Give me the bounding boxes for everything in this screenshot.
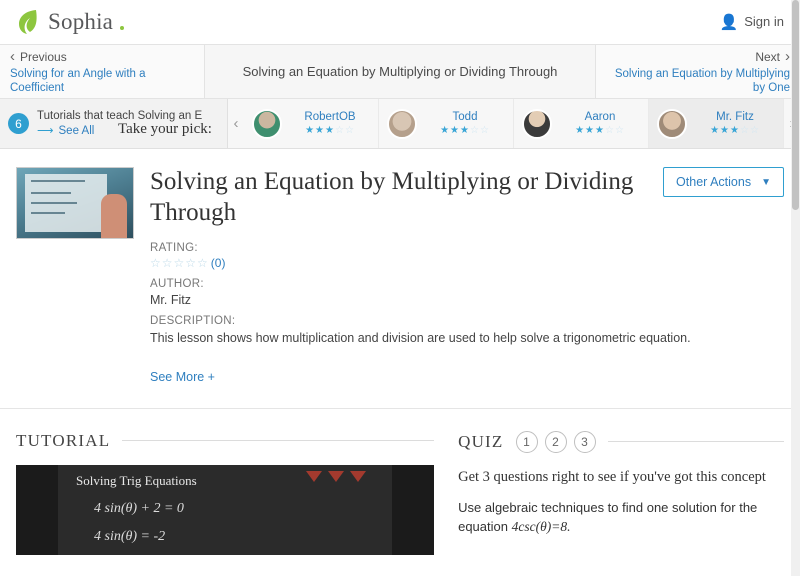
quiz-section-title: QUIZ xyxy=(458,431,504,451)
sign-in-label: Sign in xyxy=(744,14,784,29)
sign-in-button[interactable] xyxy=(720,13,784,31)
tutorial-video-player[interactable] xyxy=(16,465,434,555)
video-equation-2: 4 sin(θ) = -2 xyxy=(94,528,166,544)
current-lesson-title: Solving an Equation by Multiplying or Dividing Through xyxy=(242,64,558,79)
avatar xyxy=(657,109,687,139)
thumbnail-scribble xyxy=(31,202,77,204)
brand-logo-area[interactable] xyxy=(16,8,124,36)
content-columns xyxy=(0,409,800,555)
rating-stars: ★★★☆☆ xyxy=(305,125,355,136)
thumbnail-scribble xyxy=(31,192,71,194)
tutorials-heading: Tutorials that teach Solving an E xyxy=(37,109,203,122)
tutorial-section-header xyxy=(16,431,434,451)
rating-count: (0) xyxy=(210,256,226,270)
rating-stars: ★★★☆☆ xyxy=(710,125,760,136)
video-marker-icon xyxy=(350,471,366,482)
quiz-question-math: 4csc(θ)=8. xyxy=(511,519,571,534)
quiz-column xyxy=(458,431,784,555)
description-text: This lesson shows how multiplication and division are used to help solve a trigonometric equation. xyxy=(150,331,691,345)
list-item-selected[interactable] xyxy=(649,99,784,148)
page-title: Solving an Equation by Multiplying or Dividing Through xyxy=(150,168,634,226)
list-item[interactable] xyxy=(514,99,649,148)
avatar xyxy=(522,109,552,139)
tutorial-author-name: Aaron xyxy=(584,111,616,123)
rating-row[interactable] xyxy=(150,256,784,270)
divider xyxy=(122,440,434,441)
thumbnail-scribble xyxy=(31,212,65,214)
rating-label: RATING: xyxy=(150,242,198,254)
tutorials-bar xyxy=(0,99,800,149)
tutorial-count-badge: 6 xyxy=(8,113,29,134)
rating-stars: ★★★☆☆ xyxy=(440,125,490,136)
tutorial-column xyxy=(16,431,434,555)
tutorial-author-name: Todd xyxy=(452,111,478,123)
tutorial-author-name: Mr. Fitz xyxy=(716,111,754,123)
quiz-dot-2[interactable]: 2 xyxy=(545,431,567,453)
video-marker-icon xyxy=(306,471,322,482)
author-label: AUTHOR: xyxy=(150,278,204,290)
quiz-section-header xyxy=(458,431,784,453)
list-item[interactable] xyxy=(379,99,514,148)
lesson-header xyxy=(0,149,800,396)
top-bar xyxy=(0,0,800,44)
next-lesson-link[interactable] xyxy=(595,45,800,98)
other-actions-button[interactable] xyxy=(663,167,784,197)
list-item[interactable] xyxy=(244,99,379,148)
next-title: Solving an Equation by Multiplying by One xyxy=(614,68,790,95)
tutorial-section-title: TUTORIAL xyxy=(16,430,111,450)
take-your-pick-label: Take your pick: xyxy=(118,121,212,137)
tutorials-summary xyxy=(0,99,228,148)
video-marker-icon xyxy=(328,471,344,482)
arrow-right-icon: ⟶ xyxy=(37,124,54,137)
quiz-dot-1[interactable]: 1 xyxy=(516,431,538,453)
description-label: DESCRIPTION: xyxy=(150,315,236,327)
chevron-down-icon: ▼ xyxy=(761,176,771,188)
previous-lesson-link[interactable] xyxy=(0,45,205,98)
lesson-nav-strip xyxy=(0,44,800,99)
thumbnail-scribble xyxy=(31,180,85,182)
thumbnail-person xyxy=(101,194,127,238)
see-all-label: See All xyxy=(58,124,95,137)
sophia-leaf-icon xyxy=(16,8,42,36)
quiz-question-text: Use algebraic techniques to find one solution for the equation xyxy=(458,499,758,534)
page-scrollbar-thumb[interactable] xyxy=(792,0,799,210)
page-scrollbar[interactable] xyxy=(791,0,800,576)
carousel-prev-arrow[interactable]: ‹ xyxy=(228,99,244,148)
video-caption: Solving Trig Equations xyxy=(76,472,197,488)
quiz-dot-3[interactable]: 3 xyxy=(574,431,596,453)
quiz-progress-dots xyxy=(516,431,596,453)
video-equation-1: 4 sin(θ) + 2 = 0 xyxy=(94,500,184,516)
avatar xyxy=(387,109,417,139)
author-name: Mr. Fitz xyxy=(150,293,191,307)
tutorial-list xyxy=(244,99,784,148)
other-actions-label: Other Actions xyxy=(676,175,752,189)
rating-stars: ★★★☆☆ xyxy=(575,125,625,136)
see-more-link[interactable]: See More + xyxy=(150,369,215,384)
quiz-tagline: Get 3 questions right to see if you've got this concept xyxy=(458,468,766,485)
divider xyxy=(608,441,785,442)
lesson-thumbnail[interactable] xyxy=(16,167,134,239)
tutorial-author-name: RobertOB xyxy=(304,111,356,123)
avatar xyxy=(252,109,282,139)
previous-title: Solving for an Angle with a Coefficient xyxy=(10,68,146,95)
next-label: Next › xyxy=(606,48,790,67)
rating-stars[interactable]: ☆☆☆☆☆ xyxy=(150,256,209,270)
quiz-question xyxy=(458,498,784,538)
user-icon: 👤 xyxy=(719,13,739,31)
brand-name: Sophia xyxy=(48,8,114,34)
brand-dot xyxy=(120,26,124,30)
previous-label: ‹ Previous xyxy=(10,48,194,67)
